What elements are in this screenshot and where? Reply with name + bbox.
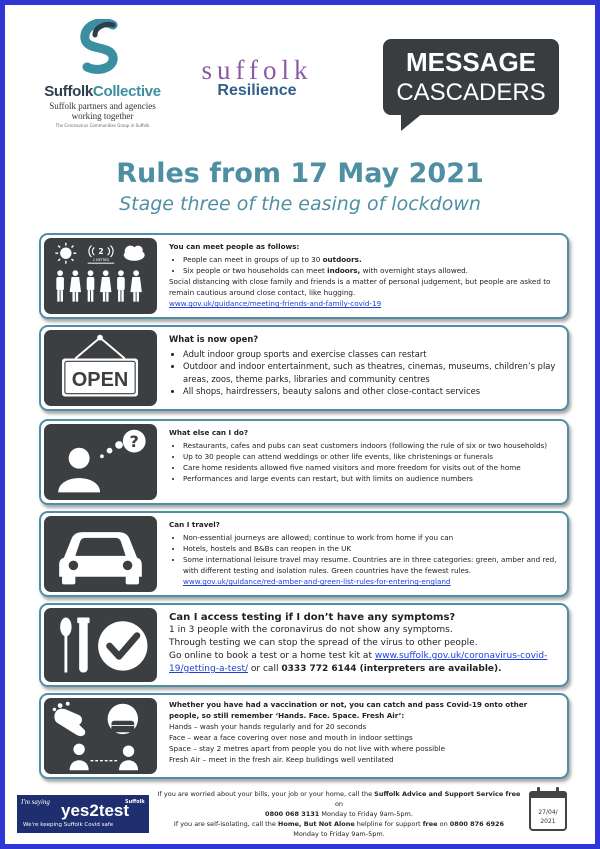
suffolk-collective-swirl-icon [73, 19, 129, 75]
date-text: 27/04/ [538, 809, 558, 816]
list-item: • Outdoor and indoor entertainment, such as theatres, cinemas, museums, children’s play areas, zoos, theme parks, libraries and community centres [183, 360, 559, 385]
list-item: • Care home residents allowed five named visitors and more freedom for visits out of the home [183, 462, 559, 473]
footer [5, 785, 595, 845]
car-icon [44, 516, 157, 592]
section-heading: You can meet people as follows: [169, 242, 300, 251]
paragraph: Face – wear a face covering over nose and mouth in indoor settings [169, 733, 413, 742]
page-subtitle: Stage three of the easing of lockdown [119, 193, 481, 215]
section-open-content [169, 333, 559, 398]
section-testing [39, 603, 569, 687]
paragraph: Hands – wash your hands regularly and for 20 seconds [169, 722, 367, 731]
suffolk-collective-name: SuffolkCollective [44, 83, 161, 100]
message-cascaders-logo [383, 39, 559, 129]
svg-text:2: 2 [98, 247, 104, 257]
testing-link[interactable]: www.suffolk.gov.uk/coronavirus-covid-19/getting-a-test/ [169, 651, 548, 674]
svg-text:2 METRES: 2 METRES [92, 257, 110, 262]
list-item: • Some international leisure travel may resume. Countries are in three categories: green, amber and red, with different testing and isolation rules. Green countries have the fewest rules. www.gov.uk/guidance/red-amber-and-green-list-rules-for-entering-england [183, 554, 559, 587]
list-item: • Six people or two households can meet indoors, with overnight stays allowed. [183, 265, 559, 276]
calendar-icon [527, 785, 571, 833]
suffolk-collective-tagline: Suffolk partners and agencies working together [49, 101, 156, 121]
section-what-else [39, 419, 569, 505]
paragraph: Go online to book a test or a home test kit at www.suffolk.gov.uk/coronavirus-covid-19/getting-a-test/ or call 0333 772 6144 (interpreters are available). [169, 651, 548, 674]
thinking-person-icon [44, 424, 157, 500]
list-item: • People can meet in groups of up to 30 outdoors. [183, 254, 559, 265]
people-outdoors-icon [44, 238, 157, 314]
section-hands-content [169, 699, 559, 765]
section-else-content [169, 427, 559, 484]
paragraph: Social distancing with close family and friends is a matter of personal judgement, but people are asked to remain cautious around close contact, like hugging. [169, 277, 551, 297]
suffolk-resilience-logo [177, 55, 337, 100]
page-title: Rules from 17 May 2021 [116, 158, 484, 189]
paragraph: Through testing we can stop the spread of the virus to other people. [169, 638, 478, 648]
message-cascaders-line1: MESSAGE [405, 47, 537, 77]
section-heading: Whether you have had a vaccination or not, you can catch and pass Covid-19 onto other people, so still remember ‘Hands. Face. Space. Fresh Air’: [169, 700, 528, 720]
guidance-link[interactable]: www.gov.uk/guidance/meeting-friends-and-family-covid-19 [169, 299, 382, 308]
header [5, 5, 595, 140]
section-meeting-people [39, 233, 569, 319]
yes2test-logo: I'm saying yes2test We're keeping Suffolk Covid safe Suffolk [17, 795, 149, 833]
section-heading: Can I travel? [169, 520, 220, 529]
section-travel [39, 511, 569, 597]
suffolk-resilience-sub: Resilience [217, 82, 297, 99]
list-item: • Non-essential journeys are allowed; continue to work from home if you can [183, 532, 559, 543]
paragraph: Fresh Air – meet in the fresh air. Keep buildings well ventilated [169, 755, 394, 764]
section-heading: What else can I do? [169, 428, 248, 437]
svg-text:?: ? [129, 431, 139, 451]
section-heading: What is now open? [169, 334, 259, 344]
list-item: • Adult indoor group sports and exercise classes can restart [183, 348, 559, 361]
list-item: • Performances and large events can restart, but with limits on audience numbers [183, 473, 559, 484]
speech-bubble-tail [401, 113, 423, 131]
list-item: • Restaurants, cafes and pubs can seat customers indoors (following the rule of six or two households) [183, 440, 559, 451]
section-testing-content [169, 611, 559, 676]
open-sign-icon [44, 330, 157, 406]
section-meeting-content [169, 241, 559, 309]
footer-text: If you are worried about your bills, your job or your home, call the Suffolk Advice and Support Service free on 0800 068 3131 Monday to Friday 9am-5pm. If you are self-isolating, call the Home, But Not Alone helpline for support free on 0800 876 6926 Monday to Friday 9am-5pm. [157, 790, 521, 838]
svg-text:OPEN: OPEN [71, 369, 129, 392]
paragraph: Space – stay 2 metres apart from people you do not live with where possible [169, 744, 446, 753]
list-item: • Up to 30 people can attend weddings or other life events, like christenings or funerals [183, 451, 559, 462]
date-year: 2021 [540, 818, 556, 825]
paragraph: 1 in 3 people with the coronavirus do not show any symptoms. [169, 625, 453, 635]
travel-guidance-link[interactable]: www.gov.uk/guidance/red-amber-and-green-list-rules-for-entering-england [183, 577, 451, 586]
list-item: • All shops, hairdressers, beauty salons and other close-contact services [183, 385, 559, 398]
section-what-is-open [39, 325, 569, 411]
message-cascaders-line2: CASCADERS [396, 79, 546, 106]
list-item: • Hotels, hostels and B&Bs can reopen in the UK [183, 543, 559, 554]
section-travel-content [169, 519, 559, 587]
hands-face-space-icon [44, 698, 157, 774]
suffolk-resilience-word: suffolk [201, 55, 313, 85]
section-hands-face-space [39, 693, 569, 779]
test-swab-check-icon [44, 608, 157, 682]
section-heading: Can I access testing if I don’t have any symptoms? [169, 612, 456, 623]
suffolk-collective-small-text: The Coronavirus Communities Group in Suffolk [55, 123, 150, 128]
